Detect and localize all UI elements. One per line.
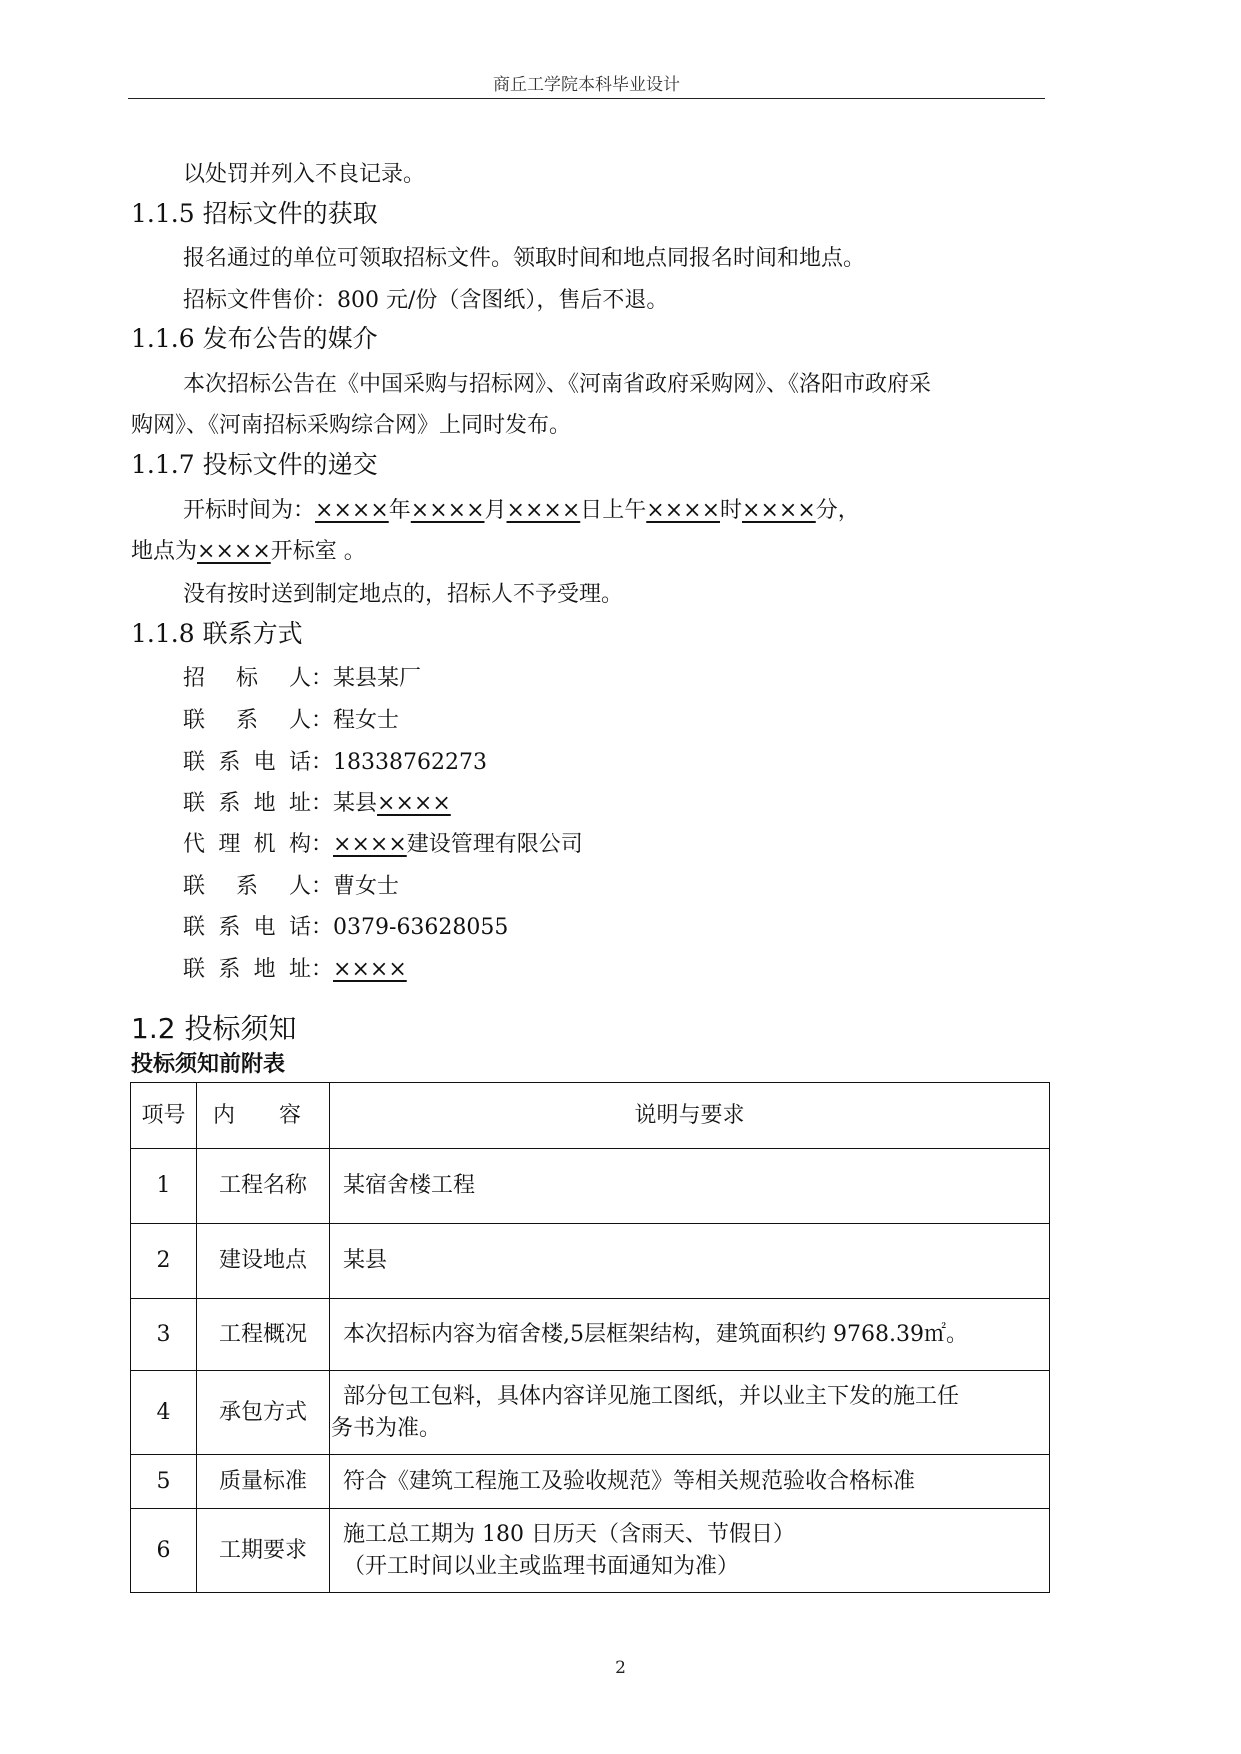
section-title: 联系方式 — [202, 619, 303, 648]
placeholder-day: ×××× — [506, 498, 581, 523]
description-line: 施工总工期为 180 日历天（含雨天、节假日） — [343, 1521, 795, 1547]
contact-value: 某县某厂 — [333, 666, 422, 691]
paragraph: 以处罚并列入不良记录。 — [183, 162, 426, 187]
bid-opening-time — [183, 496, 860, 526]
placeholder-month: ×××× — [410, 498, 485, 523]
separator: ： — [311, 832, 334, 857]
section-heading-1-1-8 — [131, 618, 303, 650]
placeholder-minute: ×××× — [742, 498, 816, 523]
table-row — [131, 1299, 1050, 1371]
contact-value: 某县 — [333, 791, 378, 816]
row-description: 本次招标内容为宿舍楼,5层框架结构，建筑面积约 9768.39㎡。 — [330, 1299, 1050, 1371]
contact-line — [183, 789, 451, 819]
separator: ： — [311, 791, 334, 816]
row-item: 工程概况 — [197, 1299, 330, 1371]
header-rule — [128, 98, 1045, 99]
table-caption: 投标须知前附表 — [131, 1052, 286, 1077]
contact-value: 18338762273 — [333, 750, 487, 775]
header-cell: 说明与要求 — [330, 1083, 1050, 1149]
section-heading-1-1-6 — [131, 323, 378, 355]
contact-label: 联系电话 — [183, 750, 311, 775]
contact-label: 联系人 — [183, 874, 311, 899]
placeholder-address: ×××× — [377, 791, 451, 816]
text: 时 — [720, 498, 743, 523]
section-title: 招标文件的获取 — [202, 199, 378, 228]
placeholder-place: ×××× — [197, 539, 271, 564]
text: 分， — [815, 498, 860, 523]
table-row — [131, 1371, 1050, 1455]
section-title: 投标文件的递交 — [202, 450, 378, 479]
paragraph: 招标文件售价：800 元/份（含图纸），售后不退。 — [183, 288, 669, 313]
section-heading-1-2 — [131, 1012, 296, 1046]
page-header: 商丘工学院本科毕业设计 — [493, 75, 680, 95]
row-item: 工期要求 — [197, 1509, 330, 1593]
bidding-requirements-table — [130, 1082, 1050, 1593]
row-description — [330, 1371, 1050, 1455]
table-row — [131, 1224, 1050, 1299]
row-description: 符合《建筑工程施工及验收规范》等相关规范验收合格标准 — [330, 1455, 1050, 1509]
row-description — [330, 1509, 1050, 1593]
separator: ： — [311, 874, 334, 899]
row-item: 承包方式 — [197, 1371, 330, 1455]
section-heading-1-1-7 — [131, 449, 378, 481]
table-row — [131, 1509, 1050, 1593]
contact-line — [183, 872, 399, 902]
row-description: 某宿舍楼工程 — [330, 1149, 1050, 1224]
row-number: 4 — [131, 1371, 197, 1455]
paragraph: 购网》、《河南招标采购综合网》上同时发布。 — [131, 413, 572, 438]
section-number: 1.2 — [131, 1012, 176, 1045]
row-number: 5 — [131, 1455, 197, 1509]
separator: ： — [311, 708, 334, 733]
table-row — [131, 1149, 1050, 1224]
contact-label: 代理机构 — [183, 832, 311, 857]
section-number: 1.1.7 — [131, 450, 195, 479]
section-number: 1.1.5 — [131, 199, 195, 228]
contact-line — [183, 706, 399, 736]
description-line: （开工时间以业主或监理书面通知为准） — [343, 1553, 740, 1579]
text: 月 — [484, 498, 507, 523]
row-number: 2 — [131, 1224, 197, 1299]
contact-value: 建设管理有限公司 — [406, 832, 583, 857]
paragraph: 报名通过的单位可领取招标文件。领取时间和地点同报名时间和地点。 — [183, 246, 866, 271]
contact-value: 0379-63628055 — [333, 915, 509, 940]
description-line: 部分包工包料，具体内容详见施工图纸，并以业主下发的施工任 — [343, 1383, 960, 1409]
row-number: 3 — [131, 1299, 197, 1371]
section-number: 1.1.8 — [131, 619, 195, 648]
page-number: 2 — [615, 1658, 626, 1678]
row-item: 质量标准 — [197, 1455, 330, 1509]
contact-line — [183, 830, 583, 860]
section-number: 1.1.6 — [131, 324, 195, 353]
contact-label: 联系人 — [183, 708, 311, 733]
placeholder-year: ×××× — [315, 498, 389, 523]
row-number: 6 — [131, 1509, 197, 1593]
text: 年 — [388, 498, 411, 523]
contact-label: 联系电话 — [183, 915, 311, 940]
contact-line — [183, 664, 421, 694]
section-title: 投标须知 — [184, 1012, 297, 1045]
placeholder-agency: ×××× — [333, 832, 407, 857]
table-header-row — [131, 1083, 1050, 1149]
row-number: 1 — [131, 1149, 197, 1224]
text: 日上午 — [580, 498, 647, 523]
separator: ： — [311, 915, 334, 940]
separator: ： — [311, 750, 334, 775]
contact-line — [183, 748, 487, 778]
section-heading-1-1-5 — [131, 198, 378, 230]
contact-line — [183, 955, 407, 985]
description-line: 务书为准。 — [331, 1415, 442, 1441]
paragraph: 没有按时送到制定地点的，招标人不予受理。 — [183, 582, 624, 607]
contact-label: 联系地址 — [183, 957, 311, 982]
contact-value: 程女士 — [333, 708, 400, 733]
paragraph: 本次招标公告在《中国采购与招标网》、《河南省政府采购网》、《洛阳市政府采 — [183, 372, 932, 397]
placeholder-hour: ×××× — [646, 498, 720, 523]
contact-label: 招标人 — [183, 666, 311, 691]
contact-label: 联系地址 — [183, 791, 311, 816]
text: 地点为 — [131, 539, 198, 564]
bid-opening-place — [131, 537, 366, 567]
text: 开标时间为： — [183, 498, 316, 523]
row-item: 建设地点 — [197, 1224, 330, 1299]
contact-line — [183, 913, 508, 943]
header-cell: 项号 — [131, 1083, 197, 1149]
table-row — [131, 1455, 1050, 1509]
contact-value: 曹女士 — [333, 874, 400, 899]
row-item: 工程名称 — [197, 1149, 330, 1224]
header-cell: 内 容 — [197, 1083, 330, 1149]
separator: ： — [311, 666, 334, 691]
text: 开标室 。 — [270, 539, 366, 564]
placeholder-address: ×××× — [333, 957, 407, 982]
separator: ： — [311, 957, 334, 982]
section-title: 发布公告的媒介 — [202, 324, 378, 353]
row-description: 某县 — [330, 1224, 1050, 1299]
